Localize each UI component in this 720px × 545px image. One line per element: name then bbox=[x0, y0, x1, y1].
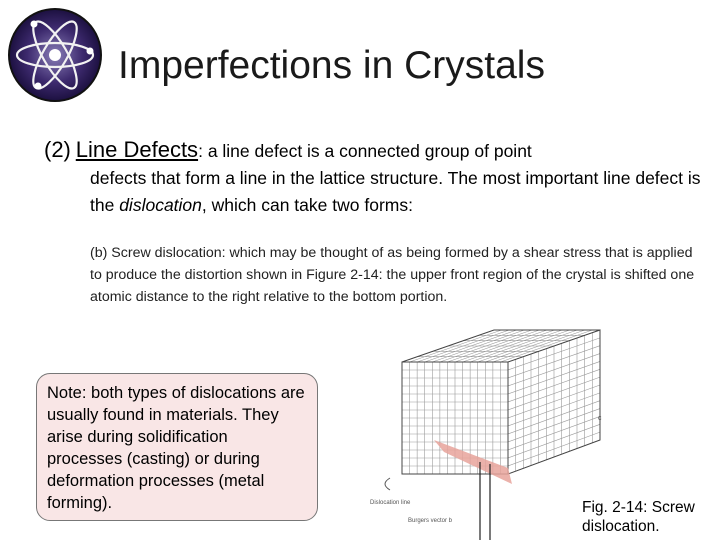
note-box: Note: both types of dislocations are usually found in materials. They arise during solidification processes (casting) or during deformation processes (metal forming). bbox=[36, 373, 318, 521]
definition-end: , which can take two forms: bbox=[201, 195, 413, 215]
definition-first-line: a line defect is a connected group of point bbox=[207, 141, 532, 161]
section-term: Line Defects bbox=[75, 137, 199, 162]
definition-rest bbox=[44, 165, 704, 219]
caption-line-2: dislocation. bbox=[582, 518, 660, 535]
caption-line-1: Fig. 2-14: Screw bbox=[582, 499, 695, 516]
definition-text: defects that form a line in the lattice structure. The most important line defect is the bbox=[90, 168, 701, 215]
burgers-vector-label: Burgers vector b bbox=[408, 518, 453, 524]
corner-label: c bbox=[598, 415, 602, 422]
slide-title: Imperfections in Crystals bbox=[118, 44, 545, 87]
dislocation-term: dislocation bbox=[119, 195, 202, 215]
screw-dislocation-text: (b) Screw dislocation: which may be thought of as being formed by a shear stress that is applied to produce the distortion shown in Figure 2-14: the upper front region of the crystal is shifted one atomic distance to the right relative to the bottom portion. bbox=[90, 245, 695, 305]
dislocation-line-label: Dislocation line bbox=[370, 500, 411, 506]
figure-caption bbox=[582, 498, 695, 536]
term-colon: : bbox=[198, 141, 203, 161]
section-number: (2) bbox=[44, 137, 71, 162]
atom-logo-icon bbox=[6, 6, 104, 104]
line-defects-paragraph bbox=[44, 136, 704, 219]
